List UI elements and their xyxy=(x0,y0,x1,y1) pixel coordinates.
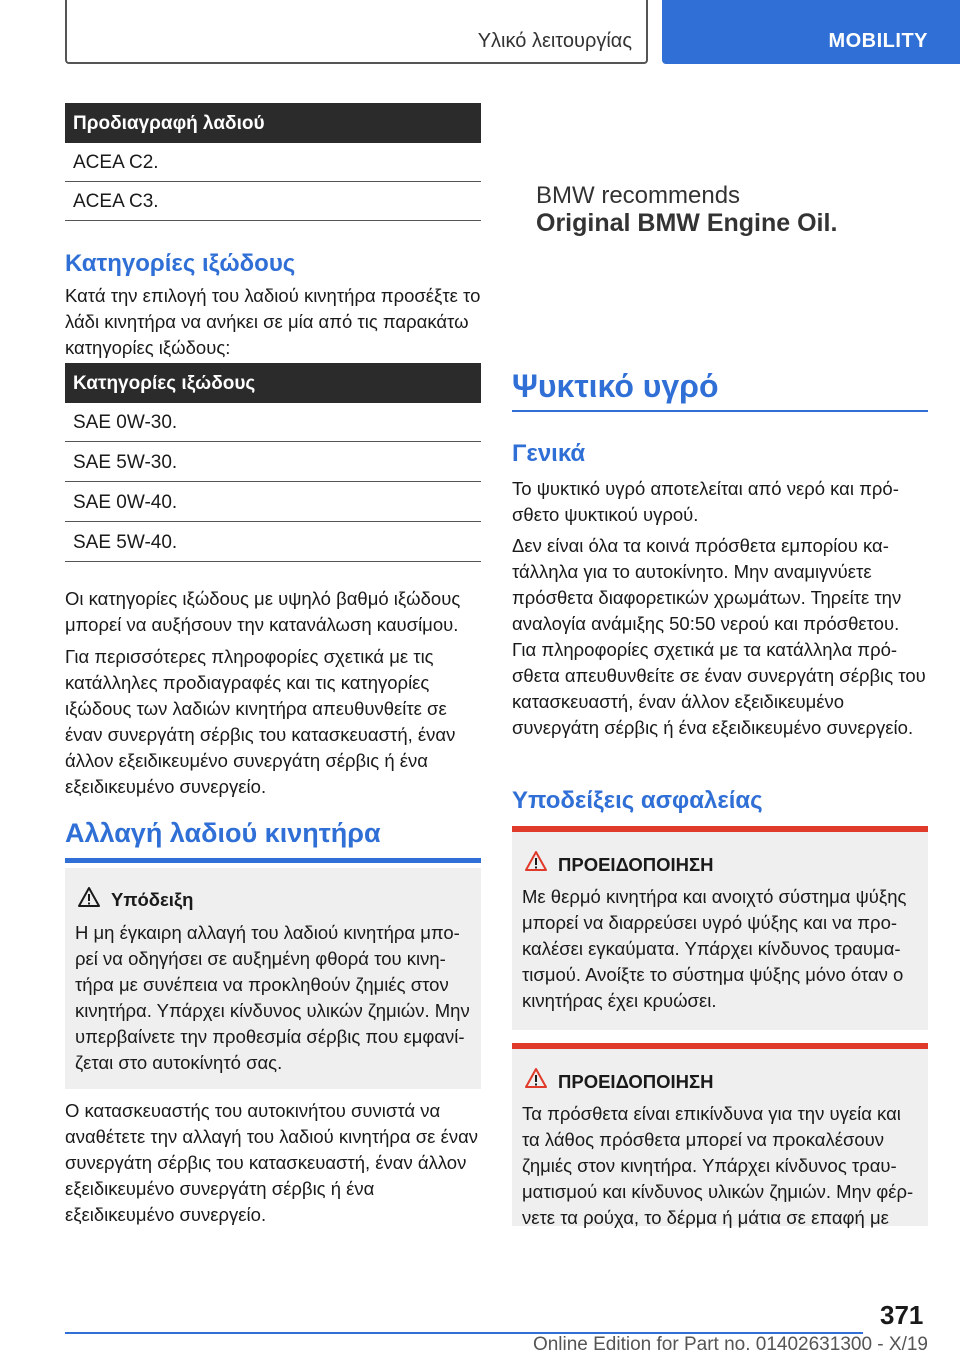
oil-spec-table-header: Προδιαγραφή λαδιού xyxy=(65,103,481,143)
warning-box-2 xyxy=(512,1043,928,1226)
viscosity-note-1: Οι κατηγορίες ιξώδους με υψηλό βαθμό ιξώδους μπορεί να αυξήσουν την κατανάλωση καυσίμου. xyxy=(65,588,461,635)
header-section-box xyxy=(65,0,648,64)
oil-change-heading: Αλλαγή λαδιού κινητήρα xyxy=(65,818,381,848)
warning-box-1 xyxy=(512,826,928,1030)
warning-2-title: ΠΡΟΕΙΔΟΠΟΙΗΣΗ xyxy=(558,1071,714,1092)
viscosity-heading: Κατηγορίες ιξώδους xyxy=(65,250,296,277)
safety-heading: Υποδείξεις ασφαλείας xyxy=(512,787,763,814)
bmw-engine-oil-text: Original BMW Engine Oil. xyxy=(536,209,838,237)
viscosity-row: SAE 0W-40. xyxy=(65,483,481,522)
page-number: 371 xyxy=(880,1300,924,1330)
notice-text: Η μη έγκαιρη αλλαγή του λαδιού κινητήρα μπορεί να οδηγήσει σε αυξημένη φθορά του κινητήρα με συνέπεια να προκληθούν ζημιές στον κινητήρα. Υπάρχει κίνδυνος υλικών ζημιών. Μην υπερβαίνετε την προθεσμία σέρβις που εμφανίζεται στο αυτοκίνητό σας. xyxy=(75,922,470,1073)
header-section-title: Υλικό λειτουργίας xyxy=(477,30,632,52)
viscosity-table-header: Κατηγορίες ιξώδους xyxy=(65,363,481,403)
warning-box-2-bar xyxy=(512,1043,928,1049)
bmw-recommends-text: BMW recommends xyxy=(536,182,741,209)
warning-triangle-icon xyxy=(77,886,101,908)
header-chapter-label: MOBILITY xyxy=(828,30,928,52)
general-paragraph-1: Το ψυκτικό υγρό αποτελείται από νερό και πρόσθετο ψυκτικού υγρού. xyxy=(512,478,899,525)
header-chapter-badge xyxy=(662,0,960,64)
general-heading: Γενικά xyxy=(512,440,586,467)
coolant-heading: Ψυκτικό υγρό xyxy=(512,368,719,404)
oil-change-text: Ο κατασκευαστής του αυτοκινήτου συνιστά να αναθέτετε την αλλαγή του λαδιού κινητήρα σε έναν συνεργάτη σέρβις του κατασκευαστή, έναν άλλον εξειδικευμένο συνεργάτη σέρβις ή ένα εξειδικευμένο συνεργείο. xyxy=(65,1100,479,1225)
viscosity-row: SAE 0W-30. xyxy=(65,403,481,442)
viscosity-intro: Κατά την επιλογή του λαδιού κινητήρα προσέξτε το λάδι κινητήρα να ανήκει σε μία από τις παρακάτω κατηγορίες ιξώδους: xyxy=(65,285,481,358)
warning-triangle-icon xyxy=(524,1067,548,1089)
warning-triangle-icon xyxy=(524,850,548,872)
oil-spec-row: ACEA C3. xyxy=(65,182,481,221)
oil-change-rule xyxy=(65,858,481,863)
warning-2-text: Τα πρόσθετα είναι επικίνδυνα για την υγεία και τα λάθος πρόσθετα μπορεί να προκαλέσουν ζημιές στον κινητήρα. Υπάρχει κίνδυνος τραυματισμού και κίνδυνος υλικών ζημιών. Μην φέρνετε τα ρούχα, το δέρμα ή μάτια σε επαφή με xyxy=(522,1103,914,1228)
viscosity-row: SAE 5W-40. xyxy=(65,523,481,562)
warning-1-title: ΠΡΟΕΙΔΟΠΟΙΗΣΗ xyxy=(558,854,714,875)
viscosity-note-2: Για περισσότερες πληροφορίες σχετικά με τις κατάλληλες προδιαγραφές και τις κατηγορίες ιξώδους των λαδιών κινητήρα απευθυνθείτε σε έναν συνεργάτη σέρβις του κατασκευαστή, έναν άλλον εξειδικευμένο συνεργάτη σέρβις ή ένα εξειδικευμένο συνεργείο. xyxy=(65,646,456,797)
oil-spec-row: ACEA C2. xyxy=(65,143,481,182)
warning-1-text: Με θερμό κινητήρα και ανοιχτό σύστημα ψύξης μπορεί να διαρρεύσει υγρό ψύξης και να προκαλέσει εγκαύματα. Υπάρχει κίνδυνος τραυματισμού. Ανοίξτε το σύστημα ψύξης μόνο όταν ο κινητήρας έχει κρυώσει. xyxy=(522,886,907,1011)
warning-box-1-bar xyxy=(512,826,928,832)
coolant-rule xyxy=(512,410,928,412)
notice-title: Υπόδειξη xyxy=(111,889,194,910)
footer-edition-text: Online Edition for Part no. 01402631300 - X/19 xyxy=(532,1334,928,1355)
general-paragraph-2: Δεν είναι όλα τα κοινά πρόσθετα εμπορίου κατάλληλα για το αυτοκίνητο. Μην αναμιγνύετε πρόσθετα διαφορετικών χρωμάτων. Τηρείτε την αναλογία ανάμιξης 50:50 νερού και πρόσθετου. Για πληροφορίες σχετικά με τα κατάλληλα πρόσθετα απευθυνθείτε σε έναν συνεργάτη σέρβις του κατασκευαστή, έναν άλλον εξειδικευμένο συνεργάτη σέρβις ή ένα εξειδικευμένο συνεργείο. xyxy=(512,535,926,738)
viscosity-row: SAE 5W-30. xyxy=(65,443,481,482)
notice-box xyxy=(65,868,481,1089)
